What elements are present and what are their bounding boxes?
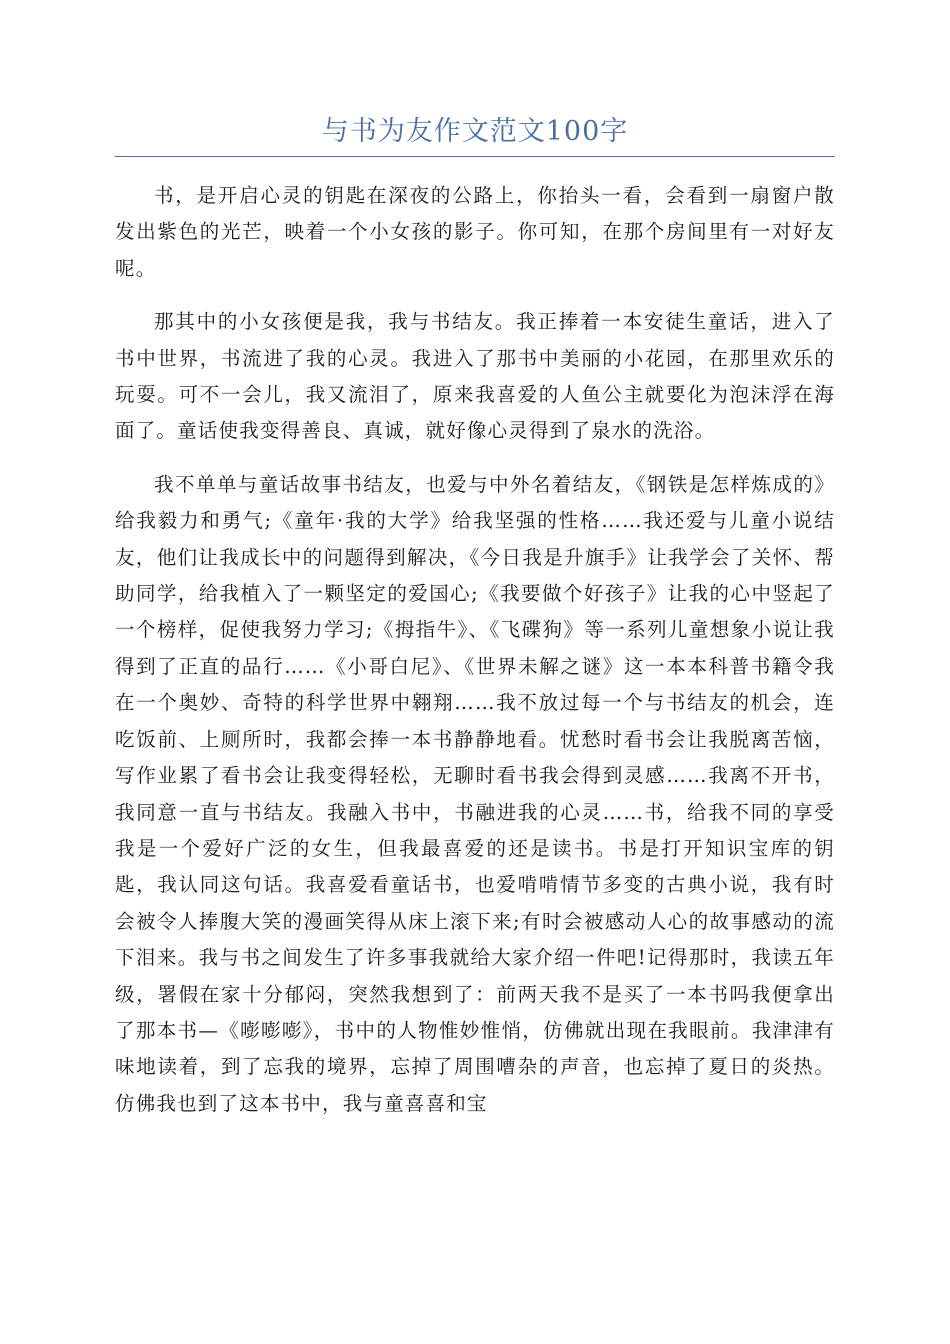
paragraph-3: 我不单单与童话故事书结友，也爱与中外名着结友，《钢铁是怎样炼成的》给我毅力和勇气;《童年·我的大学》给我坚强的性格……我还爱与儿童小说结友，他们让我成长中的问题得到解决，《今日我是升旗手》让我学会了关怀、帮助同学，给我植入了一颗坚定的爱国心;《我要做个好孩子》让我的心中竖起了一个榜样，促使我努力学习;《拇指牛》、《飞碟狗》等一系列儿童想象小说让我得到了正直的品行……《小哥白尼》、《世界未解之谜》这一本本科普书籍令我在一个奥妙、奇特的科学世界中翱翔……我不放过每一个与书结友的机会，连吃饭前、上厕所时，我都会捧一本书静静地看。忧愁时看书会让我脱离苦恼，写作业累了看书会让我变得轻松，无聊时看书我会得到灵感……我离不开书，我同意一直与书结友。我融入书中，书融进我的心灵……书，给我不同的享受我是一个爱好广泛的女生，但我最喜爱的还是读书。书是打开知识宝库的钥匙，我认同这句话。我喜爱看童话书，也爱啃啃情节多变的古典小说，我有时会被令人捧腹大笑的漫画笑得从床上滚下来;有时会被感动人心的故事感动的流下泪来。我与书之间发生了许多事我就给大家介绍一件吧!记得那时，我读五年级，署假在家十分郁闷，突然我想到了：前两天我不是买了一本书吗我便拿出了那本书—《嘭嘭嘭》，书中的人物惟妙惟悄，仿佛就出现在我眼前。我津津有味地读着，到了忘我的境界，忘掉了周围嘈杂的声音，也忘掉了夏日的炎热。仿佛我也到了这本书中，我与童喜喜和宝 [115, 472, 835, 1115]
title-block [115, 110, 835, 157]
paragraph-1: 书，是开启心灵的钥匙在深夜的公路上，你抬头一看，会看到一扇窗户散发出紫色的光芒，映着一个小女孩的影子。你可知，在那个房间里有一对好友呢。 [115, 184, 835, 280]
document-title: 与书为友作文范文100字 [321, 116, 629, 147]
document-body [115, 178, 835, 1139]
paragraph-2: 那其中的小女孩便是我，我与书结友。我正捧着一本安徒生童话，进入了书中世界，书流进了我的心灵。我进入了那书中美丽的小花园，在那里欢乐的玩耍。可不一会儿，我又流泪了，原来我喜爱的人鱼公主就要化为泡沫浮在海面了。童话使我变得善良、真诚，就好像心灵得到了泉水的洗浴。 [115, 310, 835, 443]
